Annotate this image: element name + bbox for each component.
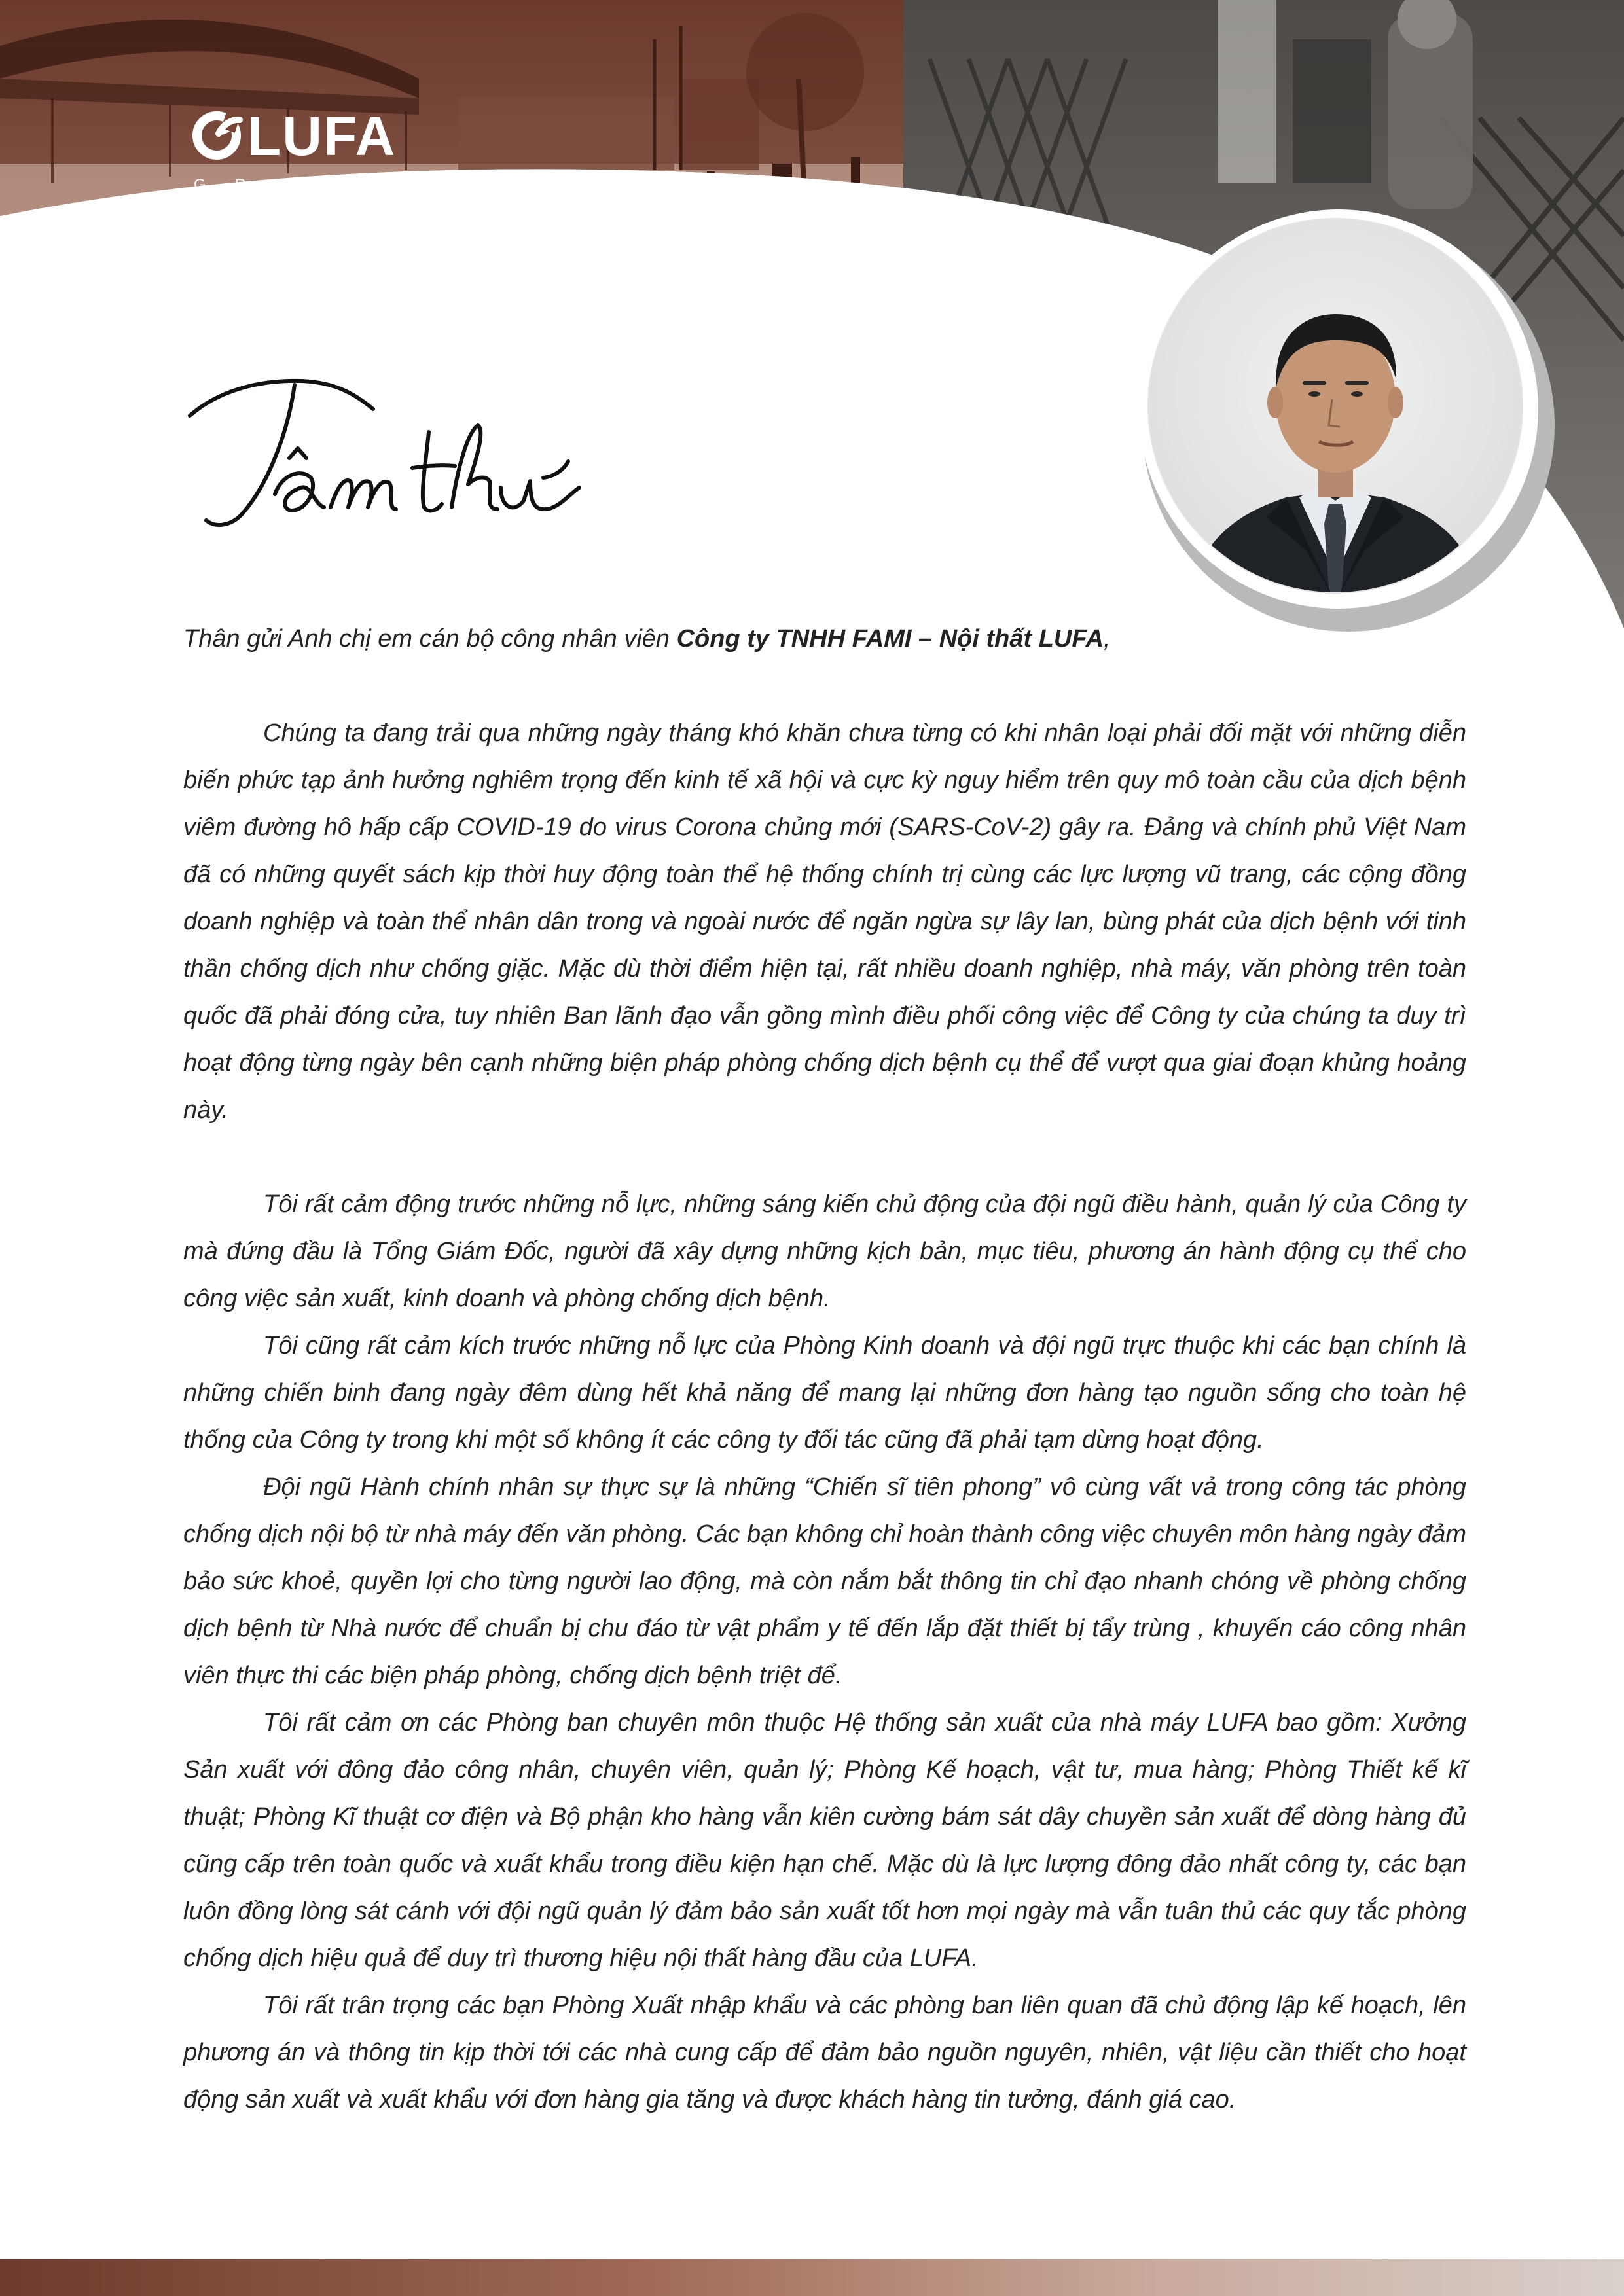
paragraph-import-export-thanks: Tôi rất trân trọng các bạn Phòng Xuất nhập khẩu và các phòng ban liên quan đã chủ động lập kế hoạch, lên phương án và thông tin kịp thời tới các nhà cung cấp để đảm bảo nguồn nguyên, nhiên, vật liệu cần thiết cho hoạt động sản xuất và xuất khẩu với đơn hàng gia tăng và được khách hàng tin tưởng, đánh giá cao. xyxy=(183,1992,1466,2113)
ceo-portrait xyxy=(1110,209,1561,661)
footer-bar xyxy=(0,2259,1624,2296)
paragraph-sales-thanks: Tôi cũng rất cảm kích trước những nỗ lực của Phòng Kinh doanh và đội ngũ trực thuộc khi các bạn chính là những chiến binh đang ngày đêm dùng hết khả năng để mang lại những đơn hàng tạo nguồn sống cho toàn hệ thống của Công ty trong khi một số không ít các công ty đối tác cũng đã phải tạm dừng hoạt động. xyxy=(183,1332,1466,1454)
paragraph-management-thanks: Tôi rất cảm động trước những nỗ lực, những sáng kiến chủ động của đội ngũ điều hành, quản lý của Công ty mà đứng đầu là Tổng Giám Đốc, người đã xây dựng những kịch bản, mục tiêu, phương án hành động cụ thể cho công việc sản xuất, kinh doanh và phòng chống dịch bệnh. xyxy=(183,1191,1466,1312)
title-script-drawing xyxy=(177,353,609,550)
paragraph-production-thanks: Tôi rất cảm ơn các Phòng ban chuyên môn thuộc Hệ thống sản xuất của nhà máy LUFA bao gồm: Xưởng Sản xuất với đông đảo công nhân, chuyên viên, quản lý; Phòng Kế hoạch, vật tư, mua hàng; Phòng Thiết kế kĩ thuật; Phòng Kĩ thuật cơ điện và Bộ phận kho hàng vẫn kiên cường bám sát dây chuyền sản xuất để dòng hàng đủ cũng cấp trên toàn quốc và xuất khẩu trong điều kiện hạn chế. Mặc dù là lực lượng đông đảo nhất công ty, các bạn luôn đồng lòng sát cánh với đội ngũ quản lý đảm bảo sản xuất tốt hơn mọi ngày mà vẫn tuân thủ các quy tắc phòng chống dịch hiệu quả để duy trì thương hiệu nội thất hàng đầu của LUFA. xyxy=(183,1709,1466,1972)
greeting-suffix: , xyxy=(1103,625,1111,653)
letter-title xyxy=(177,353,609,550)
letter-body xyxy=(183,615,1466,2123)
greeting-company: Công ty TNHH FAMI – Nội thất LUFA xyxy=(676,625,1104,653)
logo-subtitle: GROUP xyxy=(194,176,396,194)
paragraph-hr-thanks: Đội ngũ Hành chính nhân sự thực sự là những “Chiến sĩ tiên phong” vô cùng vất vả trong công tác phòng chống dịch nội bộ từ nhà máy đến văn phòng. Các bạn không chỉ hoàn thành công việc chuyên môn hàng ngày đảm bảo sức khoẻ, quyền lợi cho từng người lao động, mà còn nắm bắt thông tin chỉ đạo nhanh chóng về phòng chống dịch bệnh từ Nhà nước để chuẩn bị chu đáo từ vật phẩm y tế đến lắp đặt thiết bị tẩy trùng , khuyến cáo công nhân viên thực thi các biện pháp phòng, chống dịch bệnh triệt để. xyxy=(183,1473,1466,1689)
paragraph-covid-context: Chúng ta đang trải qua những ngày tháng khó khăn chưa từng có khi nhân loại phải đối mặt với những diễn biến phức tạp ảnh hưởng nghiêm trọng đến kinh tế xã hội và cực kỳ nguy hiểm trên quy mô toàn cầu của dịch bệnh viêm đường hô hấp cấp COVID-19 do virus Corona chủng mới (SARS-CoV-2) gây ra. Đảng và chính phủ Việt Nam đã có những quyết sách kịp thời huy động toàn thể hệ thống chính trị cùng các lực lượng vũ trang, các cộng đồng doanh nghiệp và toàn thể nhân dân trong và ngoài nước để ngăn ngừa sự lây lan, bùng phát của dịch bệnh với tinh thần chống dịch như chống giặc. Mặc dù thời điểm hiện tại, rất nhiều doanh nghiệp, nhà máy, văn phòng trên toàn quốc đã phải đóng cửa, tuy nhiên Ban lãnh đạo vẫn gồng mình điều phối công việc để Công ty của chúng ta duy trì hoạt động từng ngày bên cạnh những biện pháp phòng chống dịch bệnh cụ thể để vượt qua giai đoạn khủng hoảng này. xyxy=(183,719,1466,1124)
lufa-logo-mark-icon xyxy=(190,109,244,162)
greeting-line xyxy=(183,615,1466,662)
logo-wordmark: LUFA xyxy=(247,105,397,167)
portrait-photo xyxy=(1110,209,1561,661)
lufa-group-logo xyxy=(190,105,412,203)
greeting-prefix: Thân gửi Anh chị em cán bộ công nhân viên xyxy=(183,625,677,653)
